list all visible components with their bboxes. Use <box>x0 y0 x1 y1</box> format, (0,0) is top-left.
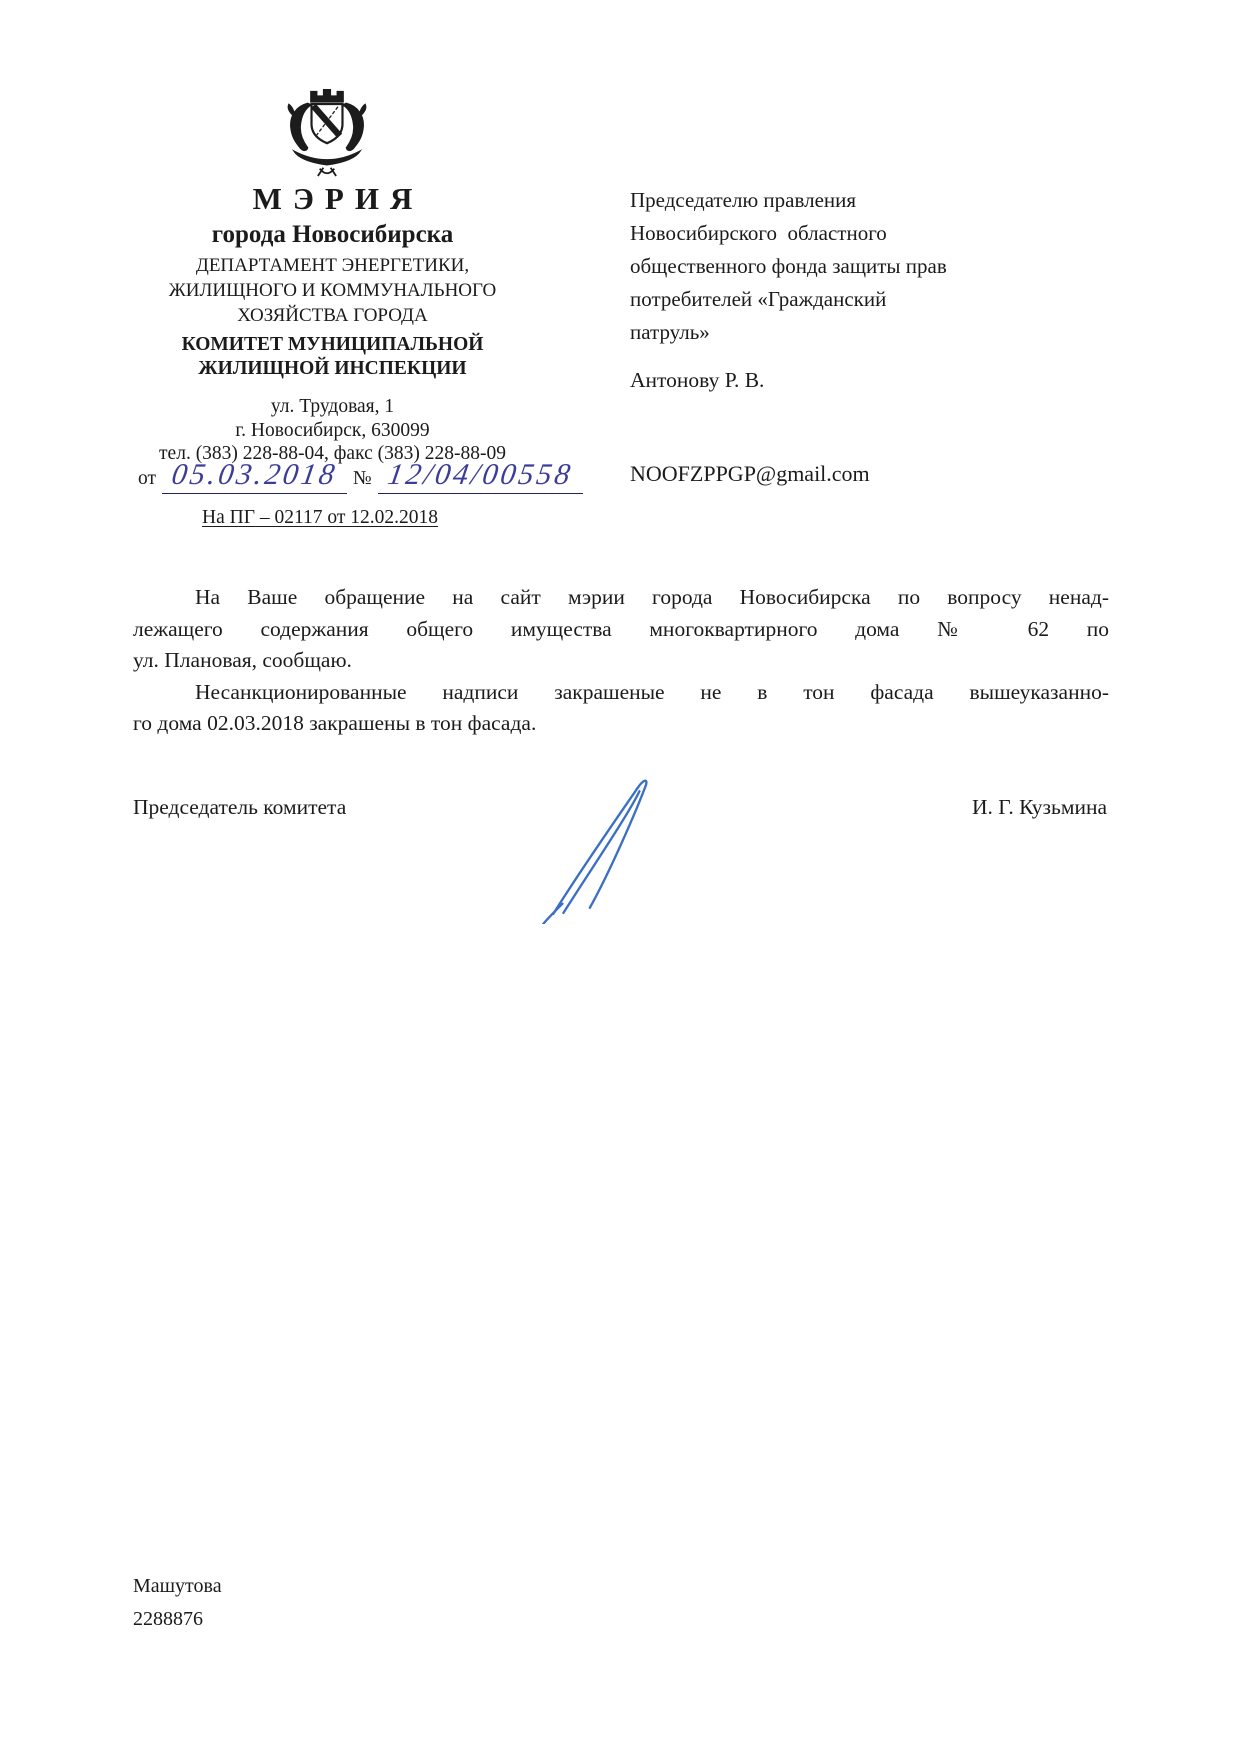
reply-to-reference <box>202 507 438 529</box>
date-field <box>162 458 347 494</box>
committee-line: КОМИТЕТ МУНИЦИПАЛЬНОЙ <box>181 334 484 355</box>
outgoing-reference-line <box>138 458 583 494</box>
handwritten-date: 05.03.2018 <box>169 458 340 491</box>
letterhead <box>105 181 560 466</box>
handwritten-number: 12/04/00558 <box>385 458 575 491</box>
recipient-block <box>630 184 1010 349</box>
executor-phone: 2288876 <box>133 1608 203 1630</box>
contact-info <box>105 395 560 466</box>
novosibirsk-coat-of-arms-icon <box>281 84 373 186</box>
recipient-line: общественного фонда защиты прав <box>630 254 947 278</box>
number-label: № <box>353 468 372 489</box>
department-line: ЖИЛИЩНОГО И КОММУНАЛЬНОГО <box>168 280 497 301</box>
department-line: ДЕПАРТАМЕНТ ЭНЕРГЕТИКИ, <box>195 255 470 276</box>
handwritten-signature <box>535 772 675 924</box>
city-postcode: г. Новосибирск, 630099 <box>235 419 430 441</box>
org-title: МЭРИЯ <box>252 181 424 216</box>
recipient-line: Новосибирского областного <box>630 221 887 245</box>
department-line: ХОЗЯЙСТВА ГОРОДА <box>237 305 428 326</box>
street-address: ул. Трудовая, 1 <box>270 396 395 417</box>
committee-line: ЖИЛИЩНОЙ ИНСПЕКЦИИ <box>198 358 467 379</box>
reply-to-text: На ПГ – 02117 от 12.02.2018 <box>202 507 439 528</box>
recipient-name: Антонову Р. В. <box>630 368 765 392</box>
recipient-line: патруль» <box>630 320 710 344</box>
letter-body <box>133 582 1109 740</box>
recipient-line: Председателю правления <box>630 188 857 212</box>
phone-fax: тел. (383) 228-88-04, факс (383) 228-88-09 <box>159 443 506 464</box>
department-name <box>105 253 560 328</box>
recipient-line: потребителей «Гражданский <box>630 287 887 311</box>
number-field <box>378 458 583 494</box>
signer-position: Председатель комитета <box>133 795 347 819</box>
body-line: го дома 02.03.2018 закрашены в тон фасада. <box>133 711 537 735</box>
signer-name: И. Г. Кузьмина <box>972 795 1107 819</box>
from-label: от <box>138 468 157 489</box>
body-line: ул. Плановая, сообщаю. <box>133 648 352 672</box>
executor-name: Машутова <box>133 1575 222 1597</box>
body-line: лежащего содержания общего имущества многоквартирного дома № 62 по <box>133 616 1109 641</box>
org-subtitle: города Новосибирска <box>211 221 454 248</box>
body-line: На Ваше обращение на сайт мэрии города Новосибирска по вопросу ненад- <box>195 585 1109 609</box>
committee-name <box>105 333 560 381</box>
body-line: Несанкционированные надписи закрашеные не в тон фасада вышеуказанно- <box>195 679 1109 704</box>
executor-block <box>133 1570 222 1636</box>
recipient-email: NOOFZPPGP@gmail.com <box>630 461 870 486</box>
